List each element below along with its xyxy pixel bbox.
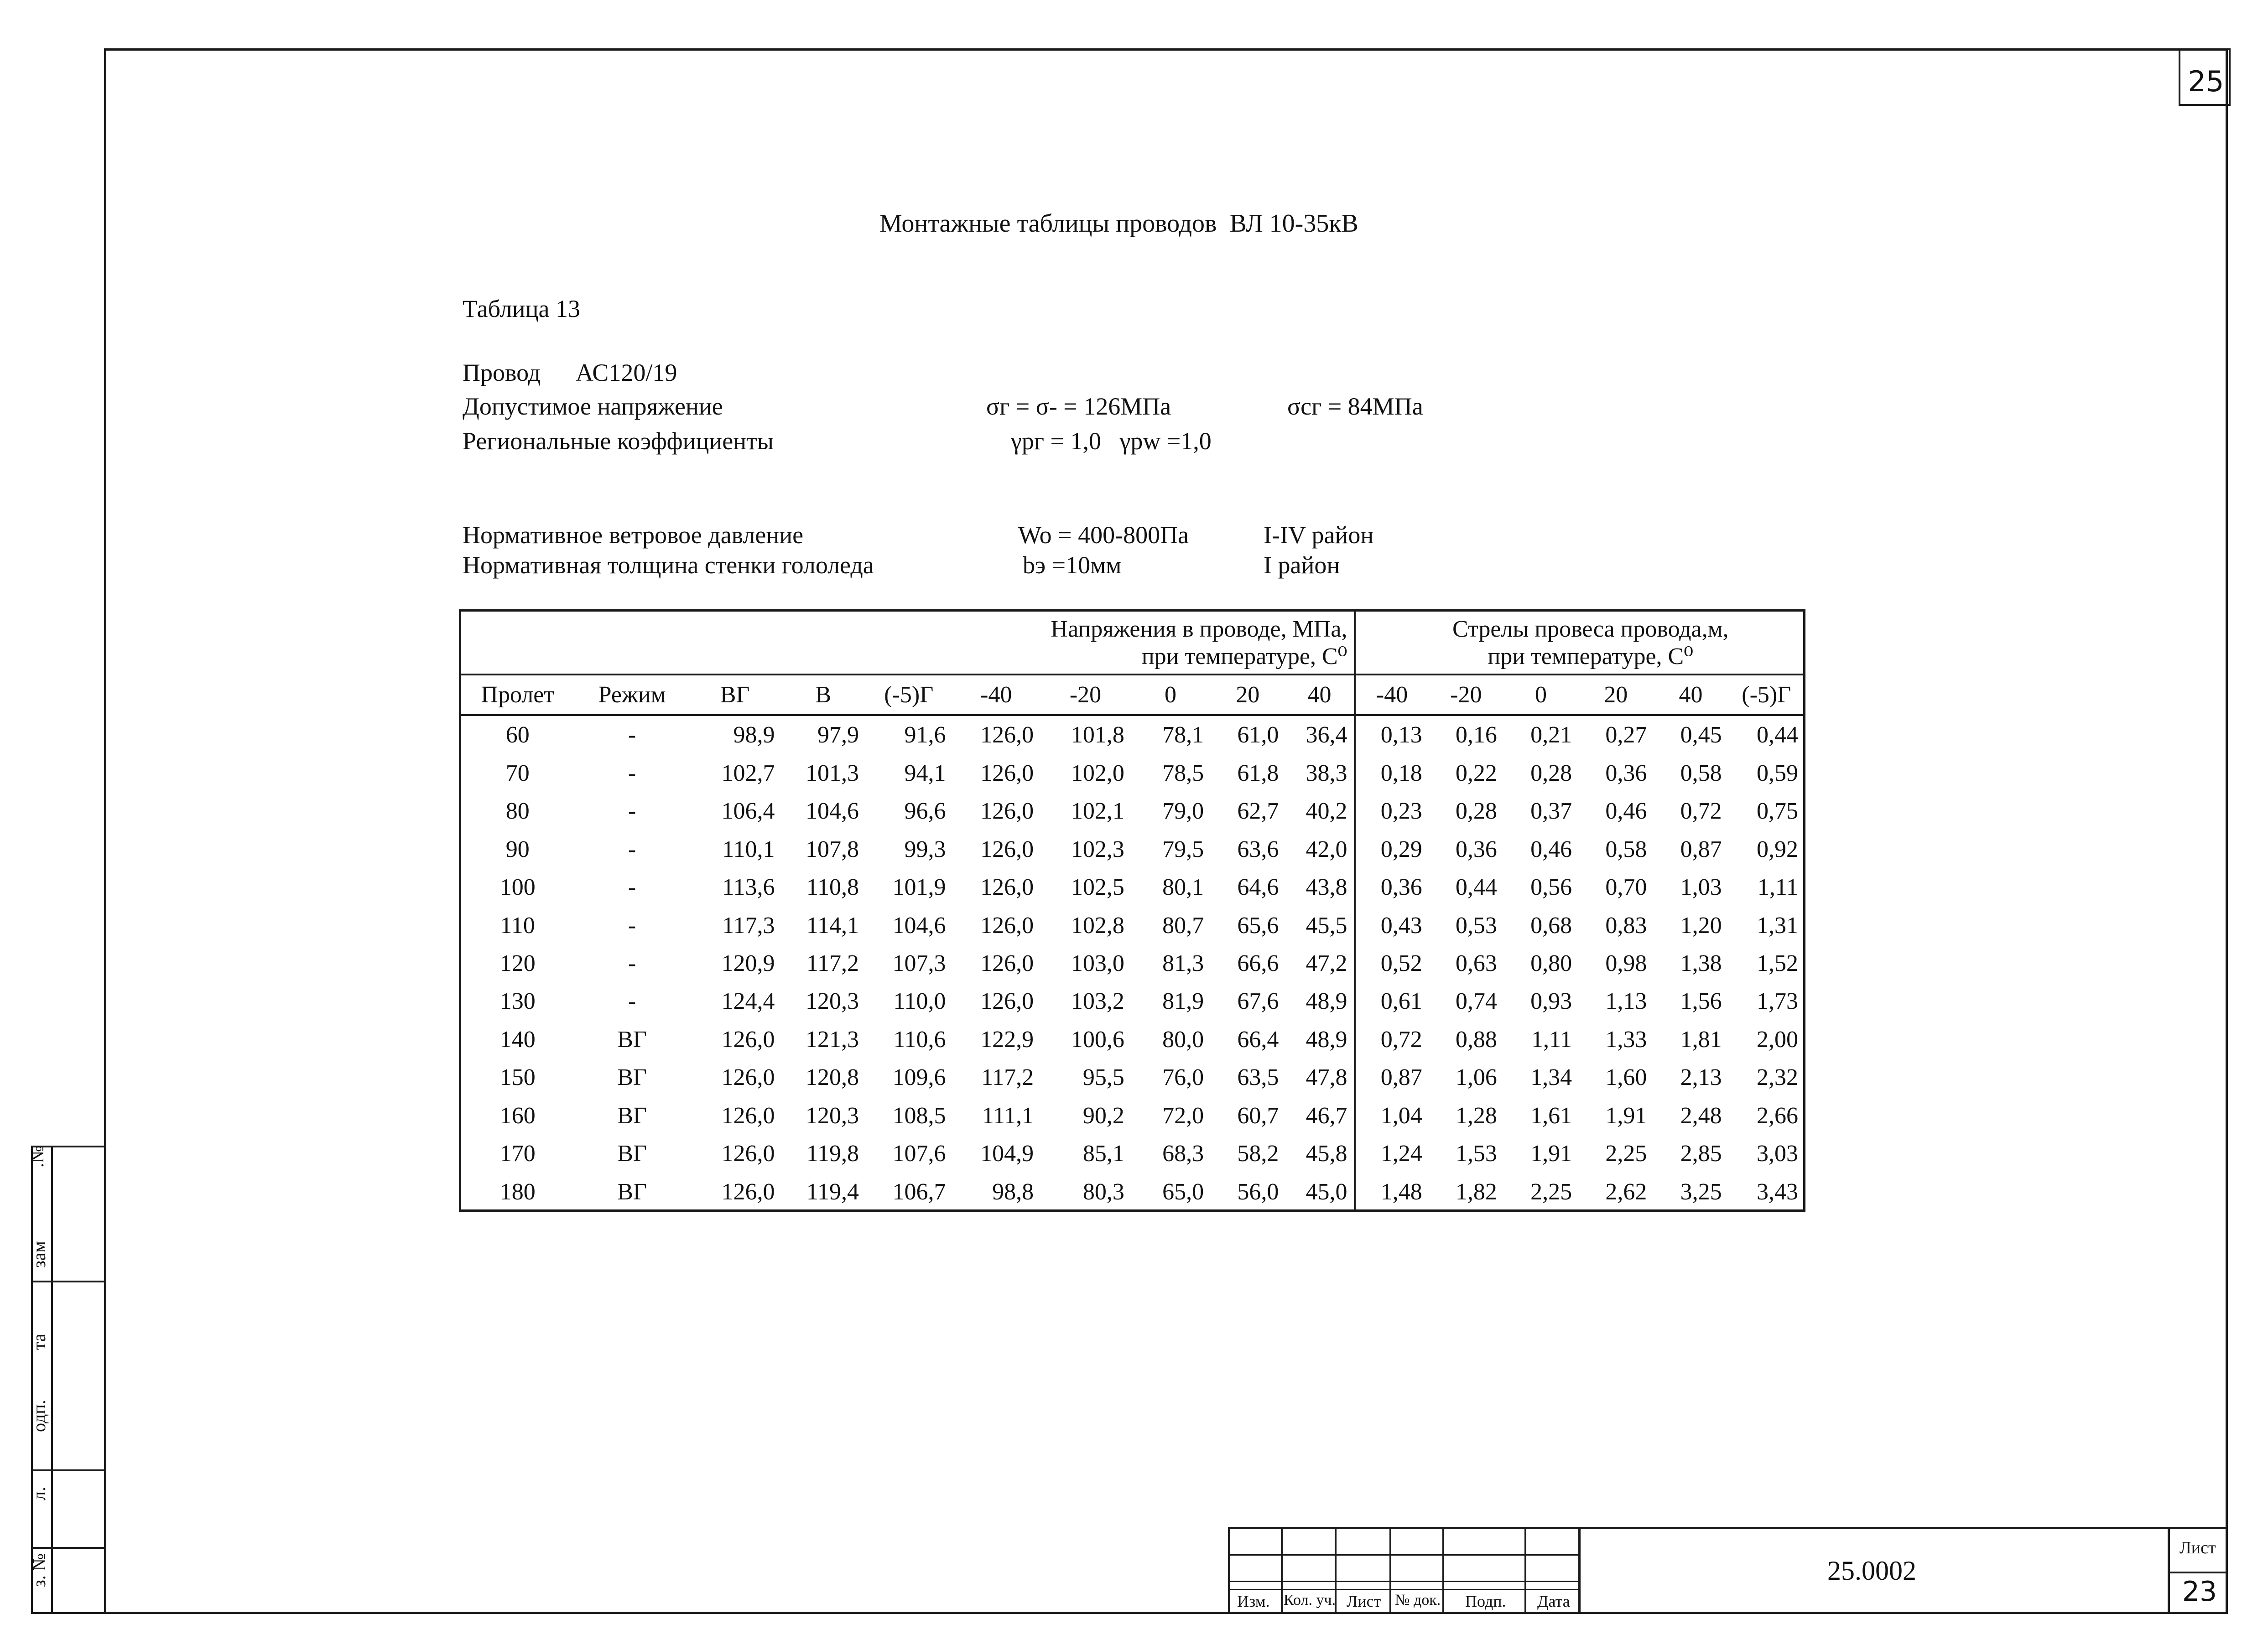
table-cell: 2,13 — [1680, 1064, 1722, 1091]
table-cell: 1,13 — [1605, 988, 1647, 1015]
wind-label: Нормативное ветровое давление — [463, 521, 804, 549]
sag-group-line2: при температуре, С⁰ — [1488, 643, 1694, 669]
table-cell: - — [628, 988, 636, 1015]
table-cell: 100,6 — [1071, 1026, 1124, 1053]
table-cell: 2,25 — [1530, 1178, 1572, 1205]
table-row — [460, 982, 1805, 1020]
sheet-number: 23 — [2182, 1576, 2217, 1608]
table-cell: 1,34 — [1530, 1064, 1572, 1091]
table-cell: 104,6 — [805, 798, 859, 825]
table-cell: 106,7 — [892, 1178, 946, 1205]
stamp-col-line-3 — [1389, 1527, 1391, 1614]
table-cell: 102,3 — [1071, 836, 1124, 862]
table-header-divider — [459, 674, 1805, 675]
table-cell: 126,0 — [980, 760, 1034, 786]
table-cell: 47,2 — [1285, 944, 1354, 982]
table-cell: 110,0 — [893, 988, 946, 1015]
column-header: (-5)Г — [865, 676, 952, 716]
wire-label: Провод — [463, 359, 541, 386]
table-cell: 60 — [505, 722, 530, 748]
table-cell: 3,03 — [1757, 1141, 1798, 1167]
table-cell: 0,36 — [1380, 874, 1422, 901]
table-cell: 1,31 — [1757, 912, 1798, 939]
table-cell: 117,2 — [981, 1064, 1034, 1091]
table-cell: 98,8 — [992, 1178, 1034, 1205]
side-stamp — [31, 1146, 106, 1614]
table-cell: 107,8 — [805, 836, 859, 862]
table-cell: 85,1 — [1082, 1141, 1124, 1167]
table-cell: - — [628, 874, 636, 901]
table-cell: 0,13 — [1380, 722, 1422, 748]
table-cell: 1,28 — [1455, 1102, 1497, 1129]
table-cell: 0,83 — [1605, 912, 1647, 939]
table-cell: 2,00 — [1757, 1026, 1798, 1053]
table-cell: 81,3 — [1162, 950, 1204, 976]
table-cell: 0,36 — [1455, 836, 1497, 862]
stress-group-header — [460, 610, 1355, 676]
allowed-stress-label: Допустимое напряжение — [463, 393, 723, 420]
table-cell: 43,8 — [1285, 868, 1354, 906]
table-cell: 101,9 — [892, 874, 946, 901]
side-stamp-rule-3 — [31, 1547, 106, 1549]
table-cell: 65,0 — [1162, 1178, 1204, 1205]
table-cell: 63,6 — [1237, 836, 1279, 862]
table-cell: 2,62 — [1605, 1178, 1647, 1205]
column-header: Пролет — [460, 676, 575, 716]
table-row — [460, 1021, 1805, 1059]
stamp-col-line-1 — [1281, 1527, 1283, 1614]
table-cell: 47,8 — [1285, 1059, 1354, 1096]
ice-region: I район — [1264, 551, 1340, 579]
table-cell: 101,8 — [1071, 722, 1124, 748]
table-cell: 0,63 — [1455, 950, 1497, 976]
stamp-sheet-col-line — [2168, 1527, 2170, 1614]
side-data-label: та — [29, 1334, 49, 1350]
table-cell: 160 — [499, 1102, 536, 1129]
table-cell: 1,04 — [1380, 1102, 1422, 1129]
table-cell: 2,25 — [1605, 1141, 1647, 1167]
table-cell: 104,9 — [980, 1141, 1034, 1167]
table-cell: 78,1 — [1162, 722, 1204, 748]
stamp-col-line-6 — [1578, 1527, 1581, 1614]
table-cell: 107,3 — [892, 950, 946, 976]
table-cell: 126,0 — [721, 1064, 775, 1091]
table-cell: 1,56 — [1680, 988, 1722, 1015]
table-cell: 1,91 — [1605, 1102, 1647, 1129]
table-cell: 0,93 — [1530, 988, 1572, 1015]
table-cell: 110,8 — [806, 874, 859, 901]
table-cell: 0,58 — [1680, 760, 1722, 786]
table-cell: 119,8 — [806, 1141, 859, 1167]
table-cell: 0,16 — [1455, 722, 1497, 748]
table-cell: 102,8 — [1071, 912, 1124, 939]
regional-coef-label: Региональные коэффициенты — [463, 427, 774, 455]
table-cell: 0,44 — [1455, 874, 1497, 901]
table-cell: 107,6 — [892, 1141, 946, 1167]
table-cell: 90,2 — [1082, 1102, 1124, 1129]
table-cell: 120,3 — [805, 988, 859, 1015]
stamp-col-izm: Изм. — [1237, 1592, 1270, 1610]
table-cell: 2,66 — [1757, 1102, 1798, 1129]
stamp-col-line-4 — [1442, 1527, 1444, 1614]
mounting-table — [460, 610, 1805, 1211]
ice-label: Нормативная толщина стенки гололеда — [463, 551, 874, 579]
regional-coef-value: γpг = 1,0 γpw =1,0 — [1011, 427, 1212, 455]
table-cell: 45,5 — [1285, 906, 1354, 944]
table-cell: 0,61 — [1380, 988, 1422, 1015]
table-cell: 36,4 — [1285, 715, 1354, 754]
table-cell: 150 — [499, 1064, 536, 1091]
table-cell: 61,8 — [1237, 760, 1279, 786]
table-cell: 67,6 — [1237, 988, 1279, 1015]
table-cell: 72,0 — [1162, 1102, 1204, 1129]
stress-group-line2: при температуре, С⁰ — [1141, 643, 1347, 669]
table-cell: 0,43 — [1380, 912, 1422, 939]
column-header: 20 — [1578, 676, 1653, 716]
stamp-col-podp: Подп. — [1465, 1592, 1506, 1610]
table-label: Таблица 13 — [463, 295, 580, 322]
table-cell: 101,3 — [805, 760, 859, 786]
table-cell: 96,6 — [904, 798, 946, 825]
table-cell: 0,80 — [1530, 950, 1572, 976]
table-row — [460, 944, 1805, 982]
table-cell: 98,9 — [733, 722, 775, 748]
table-cell: 40,2 — [1285, 792, 1354, 830]
table-cell: 61,0 — [1237, 722, 1279, 748]
stamp-row-line-1 — [1228, 1554, 1579, 1556]
table-cell: 120,9 — [721, 950, 775, 976]
table-cell: 120 — [499, 950, 536, 976]
table-cell: 79,5 — [1162, 836, 1204, 862]
table-cell: 80,7 — [1162, 912, 1204, 939]
table-cell: - — [628, 722, 636, 748]
table-row — [460, 906, 1805, 944]
side-n-label: з. № — [29, 1553, 49, 1587]
table-cell: 38,3 — [1285, 754, 1354, 792]
table-cell: 0,52 — [1380, 950, 1422, 976]
table-row — [460, 1097, 1805, 1135]
table-cell: 1,60 — [1605, 1064, 1647, 1091]
table-cell: - — [628, 836, 636, 862]
table-cell: 2,85 — [1680, 1141, 1722, 1167]
table-cell: 66,4 — [1237, 1026, 1279, 1053]
table-row — [460, 754, 1805, 792]
table-row — [460, 1059, 1805, 1096]
stamp-col-line-5 — [1524, 1527, 1526, 1614]
table-cell: 0,22 — [1455, 760, 1497, 786]
side-stamp-rule-2 — [31, 1469, 106, 1471]
table-cell: 46,7 — [1285, 1097, 1354, 1135]
table-cell: 110,1 — [722, 836, 775, 862]
table-cell: 0,68 — [1530, 912, 1572, 939]
column-header: 0 — [1503, 676, 1578, 716]
table-cell: 102,7 — [721, 760, 775, 786]
table-cell: 0,53 — [1455, 912, 1497, 939]
column-header: (-5)Г — [1728, 676, 1805, 716]
page-title: Монтажные таблицы проводов ВЛ 10-35кВ — [879, 209, 1358, 238]
stamp-col-list: Лист — [1347, 1592, 1381, 1610]
table-cell: 65,6 — [1237, 912, 1279, 939]
table-cell: 99,3 — [904, 836, 946, 862]
table-cell: 0,98 — [1605, 950, 1647, 976]
stamp-row-line-2 — [1228, 1581, 1579, 1582]
table-cell: - — [628, 950, 636, 976]
table-cell: 90 — [505, 836, 530, 862]
table-row — [460, 715, 1805, 754]
table-cell: 1,91 — [1530, 1141, 1572, 1167]
table-cell: 0,45 — [1680, 722, 1722, 748]
table-cell: 66,6 — [1237, 950, 1279, 976]
stamp-row-line-3 — [1228, 1589, 1579, 1590]
side-stamp-rule-1 — [31, 1281, 106, 1282]
table-cell: 1,73 — [1757, 988, 1798, 1015]
table-cell: 110 — [500, 912, 535, 939]
table-cell: 100 — [499, 874, 536, 901]
column-header: Режим — [575, 676, 688, 716]
table-cell: 111,1 — [982, 1102, 1034, 1129]
table-cell: 78,5 — [1162, 760, 1204, 786]
table-cell: 126,0 — [980, 836, 1034, 862]
column-header: В — [781, 676, 865, 716]
wind-region: I-IV район — [1264, 521, 1374, 549]
table-row — [460, 1135, 1805, 1173]
table-cell: 126,0 — [980, 874, 1034, 901]
table-cell: 0,56 — [1530, 874, 1572, 901]
table-cell: 80,1 — [1162, 874, 1204, 901]
table-cell: ВГ — [617, 1026, 647, 1053]
table-cell: 0,27 — [1605, 722, 1647, 748]
table-cell: 0,44 — [1757, 722, 1798, 748]
table-cell: 121,3 — [805, 1026, 859, 1053]
table-cell: 80 — [505, 798, 530, 825]
table-cell: 1,61 — [1530, 1102, 1572, 1129]
table-cell: 113,6 — [722, 874, 775, 901]
table-cell: 102,1 — [1071, 798, 1124, 825]
table-cell: 120,3 — [805, 1102, 859, 1129]
table-cell: 126,0 — [721, 1026, 775, 1053]
table-cell: 80,3 — [1082, 1178, 1124, 1205]
table-cell: 108,5 — [892, 1102, 946, 1129]
table-cell: 68,3 — [1162, 1141, 1204, 1167]
table-cell: 102,0 — [1071, 760, 1124, 786]
table-row — [460, 792, 1805, 830]
table-cell: 1,53 — [1455, 1141, 1497, 1167]
table-cell: 0,59 — [1757, 760, 1798, 786]
column-header: ВГ — [689, 676, 781, 716]
table-cell: 126,0 — [980, 988, 1034, 1015]
table-cell: 1,48 — [1380, 1178, 1422, 1205]
table-cell: 0,28 — [1455, 798, 1497, 825]
stamp-col-n-dok: № док. — [1395, 1592, 1441, 1609]
table-cell: 1,06 — [1455, 1064, 1497, 1091]
column-header: -40 — [952, 676, 1040, 716]
table-group-header-row — [460, 610, 1805, 676]
table-cell: 2,48 — [1680, 1102, 1722, 1129]
table-cell: 103,2 — [1071, 988, 1124, 1015]
table-cell: 91,6 — [904, 722, 946, 748]
sag-group-line1: Стрелы провеса провода,м, — [1452, 616, 1729, 642]
table-cell: 103,0 — [1071, 950, 1124, 976]
table-cell: 48,9 — [1285, 1021, 1354, 1059]
stamp-sheet-row-line — [2168, 1572, 2228, 1573]
table-cell: 0,87 — [1680, 836, 1722, 862]
table-cell: 102,5 — [1071, 874, 1124, 901]
side-zam-label: зам — [29, 1241, 49, 1268]
table-cell: 0,92 — [1757, 836, 1798, 862]
table-cell: ВГ — [617, 1102, 647, 1129]
table-cell: 76,0 — [1162, 1064, 1204, 1091]
table-cell: 0,72 — [1680, 798, 1722, 825]
table-cell: 106,4 — [721, 798, 775, 825]
table-cell: 58,2 — [1237, 1141, 1279, 1167]
table-cell: 124,4 — [721, 988, 775, 1015]
table-cell: 1,11 — [1757, 874, 1798, 901]
table-cell: 0,21 — [1530, 722, 1572, 748]
table-cell: 0,58 — [1605, 836, 1647, 862]
side-l-label: л. — [29, 1487, 49, 1500]
table-cell: 63,5 — [1237, 1064, 1279, 1091]
table-cell: 1,20 — [1680, 912, 1722, 939]
column-header: -20 — [1429, 676, 1503, 716]
table-cell: 126,0 — [721, 1141, 775, 1167]
table-row — [460, 1173, 1805, 1211]
column-header: 40 — [1285, 676, 1354, 716]
table-cell: 126,0 — [980, 950, 1034, 976]
table-cell: 94,1 — [904, 760, 946, 786]
table-cell: 3,25 — [1680, 1178, 1722, 1205]
column-header: -40 — [1355, 676, 1429, 716]
table-cell: 1,24 — [1380, 1141, 1422, 1167]
wind-value: Wo = 400-800Па — [1018, 521, 1189, 549]
table-cell: 79,0 — [1162, 798, 1204, 825]
table-row — [460, 868, 1805, 906]
table-cell: 1,82 — [1455, 1178, 1497, 1205]
table-cell: 126,0 — [721, 1178, 775, 1205]
table-cell: 1,33 — [1605, 1026, 1647, 1053]
table-cell: 81,9 — [1162, 988, 1204, 1015]
table-cell: 0,36 — [1605, 760, 1647, 786]
table-cell: 64,6 — [1237, 874, 1279, 901]
column-header: 20 — [1210, 676, 1285, 716]
table-cell: - — [628, 798, 636, 825]
table-cell: 0,46 — [1530, 836, 1572, 862]
stamp-col-kol-uch: Кол. уч. — [1284, 1592, 1336, 1609]
table-cell: 1,81 — [1680, 1026, 1722, 1053]
table-cell: 97,9 — [817, 722, 859, 748]
table-cell: 48,9 — [1285, 982, 1354, 1020]
table-column-header-row — [460, 676, 1805, 716]
table-cell: ВГ — [617, 1178, 647, 1205]
table-cell: 0,72 — [1380, 1026, 1422, 1053]
table-cell: 0,23 — [1380, 798, 1422, 825]
table-cell: 95,5 — [1082, 1064, 1124, 1091]
wire-value: АС120/19 — [576, 359, 677, 386]
table-cell: 0,46 — [1605, 798, 1647, 825]
sheet-label: Лист — [2180, 1538, 2216, 1557]
table-cell: 60,7 — [1237, 1102, 1279, 1129]
table-cell: 1,11 — [1531, 1026, 1572, 1053]
avg-stress-value: σсг = 84МПа — [1287, 393, 1423, 420]
table-cell: 126,0 — [980, 798, 1034, 825]
ice-value: bэ =10мм — [1023, 551, 1122, 579]
table-cell: 170 — [499, 1141, 536, 1167]
table-cell: 0,87 — [1380, 1064, 1422, 1091]
stress-group-line1: Напряжения в проводе, МПа, — [1051, 616, 1347, 642]
column-header: -20 — [1040, 676, 1131, 716]
side-stamp-divider — [51, 1146, 53, 1614]
table-cell: 3,43 — [1757, 1178, 1798, 1205]
table-cell: ВГ — [617, 1141, 647, 1167]
column-header: 0 — [1131, 676, 1210, 716]
table-cell: 122,9 — [980, 1026, 1034, 1053]
table-cell: 140 — [499, 1026, 536, 1053]
table-cell: 126,0 — [980, 722, 1034, 748]
table-cell: ВГ — [617, 1064, 647, 1091]
table-cell: 109,6 — [892, 1064, 946, 1091]
table-cell: 0,75 — [1757, 798, 1798, 825]
table-cell: 56,0 — [1237, 1178, 1279, 1205]
table-cell: 80,0 — [1162, 1026, 1204, 1053]
column-header: 40 — [1653, 676, 1728, 716]
table-cell: 119,4 — [806, 1178, 859, 1205]
table-cell: 110,6 — [893, 1026, 946, 1053]
table-cell: 0,18 — [1380, 760, 1422, 786]
table-cell: 42,0 — [1285, 830, 1354, 868]
side-podp-label: одп. — [29, 1400, 49, 1432]
table-cell: 1,38 — [1680, 950, 1722, 976]
table-cell: 117,3 — [722, 912, 775, 939]
table-cell: 0,37 — [1530, 798, 1572, 825]
table-cell: 120,8 — [805, 1064, 859, 1091]
table-cell: 114,1 — [806, 912, 859, 939]
table-cell: 0,29 — [1380, 836, 1422, 862]
table-cell: 126,0 — [721, 1102, 775, 1129]
table-cell: 1,52 — [1757, 950, 1798, 976]
table-cell: - — [628, 760, 636, 786]
side-inv-label: .№ — [27, 1145, 47, 1168]
table-cell: 104,6 — [892, 912, 946, 939]
table-cell: 130 — [499, 988, 536, 1015]
table-cell: 126,0 — [980, 912, 1034, 939]
table-cell: 45,0 — [1285, 1173, 1354, 1211]
table-cell: 70 — [505, 760, 530, 786]
stamp-col-data: Дата — [1537, 1592, 1570, 1610]
table-cell: 0,88 — [1455, 1026, 1497, 1053]
table-cell: 0,28 — [1530, 760, 1572, 786]
table-cell: 117,2 — [806, 950, 859, 976]
page-number: 25 — [2188, 65, 2224, 98]
table-cell: 0,70 — [1605, 874, 1647, 901]
table-cell: 45,8 — [1285, 1135, 1354, 1173]
table-cell: 2,32 — [1757, 1064, 1798, 1091]
table-cell: 180 — [499, 1178, 536, 1205]
table-row — [460, 830, 1805, 868]
doc-code: 25.0002 — [1827, 1556, 1916, 1586]
table-cell: 0,74 — [1455, 988, 1497, 1015]
table-cell: 62,7 — [1237, 798, 1279, 825]
table-cell: 1,03 — [1680, 874, 1722, 901]
table-cell: - — [628, 912, 636, 939]
sag-group-header — [1355, 610, 1805, 676]
allowed-stress-value: σг = σ- = 126МПа — [986, 393, 1171, 420]
